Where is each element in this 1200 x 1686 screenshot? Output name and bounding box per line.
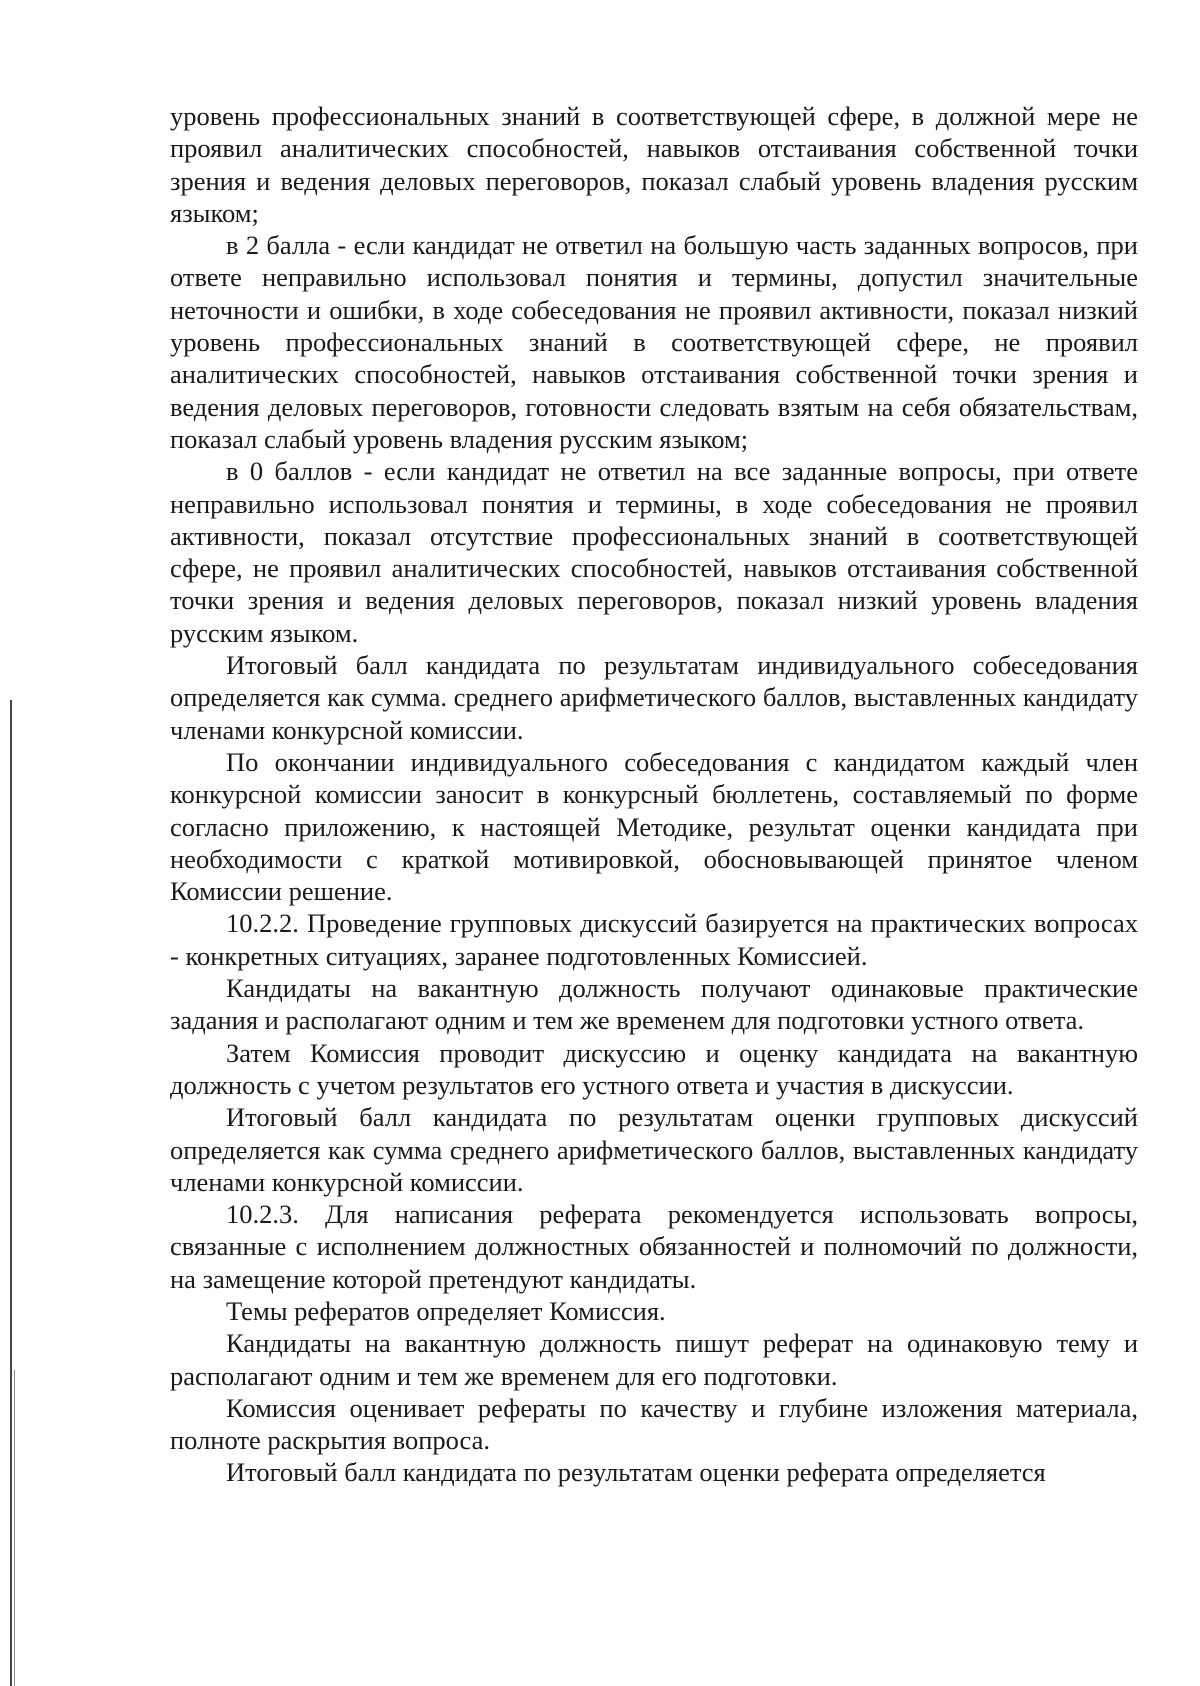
paragraph-essay-evaluation: Комиссия оценивает рефераты по качеству и глубине изложения материала, полноте раскрытия вопроса. <box>170 1392 1138 1456</box>
scan-edge-line-secondary <box>14 1370 15 1686</box>
paragraph-tasks: Кандидаты на вакантную должность получают одинаковые практические задания и располагают одним и тем же временем для подготовки устного ответа. <box>170 973 1138 1036</box>
scan-edge-line <box>10 700 12 1686</box>
paragraph-discussion-total: Итоговый балл кандидата по результатам оценки групповых дискуссий определяется как сумма среднего арифметического баллов, выставленных кандидату членами конкурсной комиссии. <box>170 1102 1138 1197</box>
paragraph-topics: Темы рефератов определяет Комиссия. <box>226 1295 666 1326</box>
paragraph-score-2: в 2 балла - если кандидат не ответил на большую часть заданных вопросов, при ответе неправильно использовал понятия и термины, допустил значительные неточности и ошибки, в ходе собеседования не проявил активности, показал низкий уровень профессиональных знаний в соответствующей сфере, не проявил аналитических способностей, навыков отстаивания собственной точки зрения и ведения деловых переговоров, готовности следовать взятым на себя обязательствам, показал слабый уровень владения русским языком; <box>170 230 1138 454</box>
paragraph-score-0: в 0 баллов - если кандидат не ответил на все заданные вопросы, при ответе неправильно использовал понятия и термины, в ходе собеседования не проявил активности, показал отсутствие профессиональных знаний в соответствующей сфере, не проявил аналитических способностей, навыков отстаивания собственной точки зрения и ведения деловых переговоров, показал низкий уровень владения русским языком. <box>170 456 1138 648</box>
paragraph-10-2-3: 10.2.3. Для написания реферата рекомендуется использовать вопросы, связанные с исполнением должностных обязанностей и полномочий по должности, на замещение которой претендуют кандидаты. <box>170 1199 1138 1294</box>
paragraph-interview-total: Итоговый балл кандидата по результатам индивидуального собеседования определяется как сумма. среднего арифметического баллов, выставленных кандидату членами конкурсной комиссии. <box>170 650 1138 745</box>
paragraph-continuation: уровень профессиональных знаний в соответствующей сфере, в должной мере не проявил аналитических способностей, навыков отстаивания собственной точки зрения и ведения деловых переговоров, показал слабый уровень владения русским языком; <box>170 101 1138 228</box>
paragraph-10-2-2: 10.2.2. Проведение групповых дискуссий базируется на практических вопросах - конкретных ситуациях, заранее подготовленных Комиссией. <box>170 908 1138 971</box>
paragraph-ballot: По окончании индивидуального собеседования с кандидатом каждый член конкурсной комиссии заносит в конкурсный бюллетень, составляемый по форме согласно приложению, к настоящей Методике, результат оценки кандидата при необходимости с краткой мотивировкой, обосновывающей принятое членом Комиссии решение. <box>170 746 1138 907</box>
paragraph-essay-total: Итоговый балл кандидата по результатам оценки реферата определяется <box>226 1457 1046 1488</box>
paragraph-discussion: Затем Комиссия проводит дискуссию и оценку кандидата на вакантную должность с учетом результатов его устного ответа и участия в дискуссии. <box>170 1037 1138 1100</box>
paragraph-essay-writing: Кандидаты на вакантную должность пишут реферат на одинаковую тему и располагают одним и тем же временем для его подготовки. <box>170 1328 1138 1391</box>
document-body <box>170 100 1138 1489</box>
